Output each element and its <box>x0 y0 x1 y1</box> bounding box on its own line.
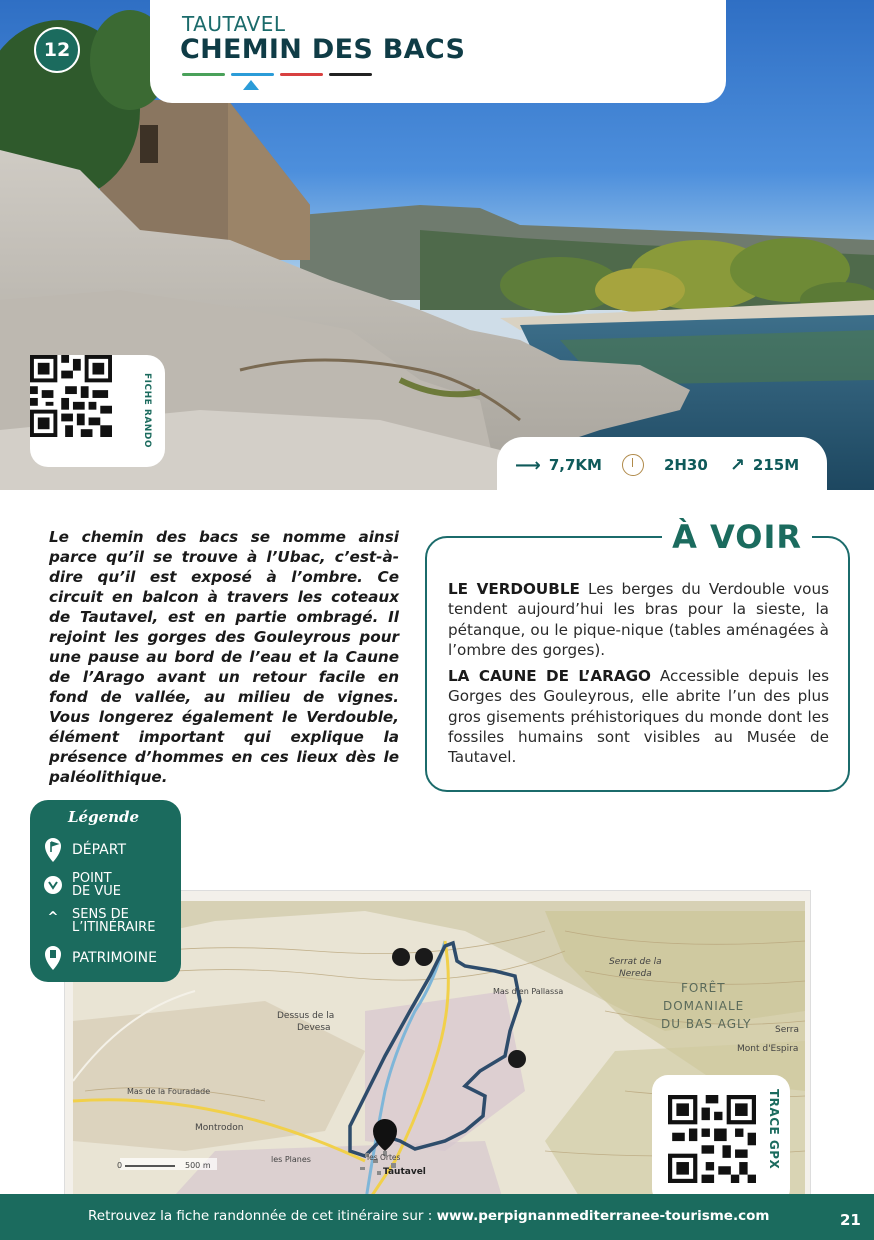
a-voir-box <box>425 518 850 792</box>
start-flag-pin-icon <box>42 838 64 862</box>
qr-card-gpx[interactable] <box>652 1075 790 1205</box>
map-label: Mont d'Espira <box>737 1044 799 1054</box>
a-voir-item-text: Les berges du Verdouble vous tendent aujourd’hui les bras pour la sieste, la pétanque, ou le pique-nique (tables aménagées à l’ombre des gorges). <box>448 580 830 659</box>
legend-label-line: SENS DE <box>72 907 129 922</box>
map-label: Serrat de la <box>609 957 662 967</box>
legend-item-sens <box>42 908 155 934</box>
legend-item-patrimoine <box>42 946 157 970</box>
page-footer <box>0 1194 874 1240</box>
elevation-value: 215M <box>752 456 800 474</box>
a-voir-item-text: Accessible depuis les Gorges des Gouleyrous, elle abrite l’un des plus gros gisements préhistoriques du monde dont les fossiles humains sont visibles au Musée de Tautavel. <box>448 667 830 767</box>
duration-value: 2H30 <box>663 456 708 474</box>
legend-label-line: L’ITINÉRAIRE <box>72 920 156 935</box>
legend-label: DÉPART <box>72 841 127 858</box>
map-label: DOMANIALE <box>663 999 745 1013</box>
map-scale-label: 500 m <box>185 1161 211 1170</box>
a-voir-title: À VOIR <box>662 518 812 556</box>
map-label: Nereda <box>619 969 652 979</box>
map-label: Devesa <box>297 1023 331 1033</box>
map-scale-zero: 0 <box>117 1161 123 1170</box>
qr-code-icon[interactable] <box>30 355 112 437</box>
color-bar-black <box>329 73 372 76</box>
legend-title: Légende <box>68 808 140 826</box>
legend-label-line: DE VUE <box>72 884 121 899</box>
legend-label-line: POINT <box>72 871 112 886</box>
map-label: DU BAS AGLY <box>661 1017 752 1031</box>
route-location: TAUTAVEL <box>182 12 286 36</box>
footer-url-link[interactable]: www.perpignanmediterranee-tourisme.com <box>436 1208 770 1224</box>
footer-text <box>88 1208 769 1224</box>
legend-label <box>72 872 121 898</box>
qr-card-fiche[interactable] <box>30 355 165 467</box>
qr-fiche-label: FICHE RANDO <box>142 373 152 448</box>
route-stats <box>497 437 827 490</box>
color-bar-green <box>182 73 225 76</box>
direction-chevron-icon: ^ <box>47 910 59 925</box>
page-number: 21 <box>840 1211 861 1229</box>
qr-code-icon[interactable] <box>668 1095 756 1183</box>
map-label: FORÊT <box>681 981 726 995</box>
difficulty-marker-icon <box>243 80 259 90</box>
map-legend <box>30 800 181 982</box>
a-voir-item-name: LA CAUNE DE L’ARAGO <box>448 667 651 686</box>
legend-label: PATRIMOINE <box>72 949 157 966</box>
legend-item-point-vue <box>42 872 121 898</box>
hero-photo <box>0 0 874 490</box>
intro-text: Le chemin des bacs se nomme ainsi parce qu’il se trouve à l’Ubac, c’est-à-dire qu’il est exposé à l’ombre. Ce circuit en balcon à travers les coteaux de Tautavel, est en partie ombragé. Il rejoint les gorges des Gouleyrous pour une pause au bord de l’eau et la Caune de l’Arago avant un retour facile en fond de vallée, au milieu de vignes. Vous longerez également le Verdouble, élément important qui explique la présence d’hommes en ces lieux dès le paléolithique. <box>49 528 399 786</box>
title-color-bars <box>182 73 372 76</box>
map-label: les Planes <box>271 1155 311 1164</box>
route-number-badge: 12 <box>34 27 80 73</box>
map-label: Serra <box>775 1025 800 1035</box>
map-label: Dessus de la <box>277 1011 335 1021</box>
map-label: Mas de la Fouradade <box>127 1087 211 1096</box>
a-voir-item <box>448 579 829 660</box>
elevation-arrow-icon: ↗ <box>729 454 745 476</box>
distance-value: 7,7KM <box>548 456 602 474</box>
distance-arrow-icon: ⟶ <box>515 454 541 476</box>
qr-gpx-label: TRACE GPX <box>767 1089 781 1170</box>
map-label: les Ortes <box>367 1153 401 1162</box>
color-bar-blue <box>231 73 274 76</box>
viewpoint-icon <box>42 876 64 894</box>
footer-caption: Retrouvez la fiche randonnée de cet itinéraire sur : <box>88 1208 437 1224</box>
title-card <box>150 0 726 103</box>
a-voir-item-name: LE VERDOUBLE <box>448 580 580 598</box>
map-label: Montrodon <box>195 1123 244 1133</box>
heritage-pin-icon <box>42 946 64 970</box>
a-voir-body <box>448 579 829 774</box>
clock-icon <box>622 454 644 476</box>
map-label: Mas d'en Pallassa <box>493 987 564 996</box>
a-voir-item <box>448 666 829 767</box>
route-title: CHEMIN DES BACS <box>180 34 466 65</box>
legend-item-depart <box>42 838 126 862</box>
map-label: Tautavel <box>383 1167 426 1177</box>
color-bar-red <box>280 73 323 76</box>
legend-label <box>72 908 155 934</box>
